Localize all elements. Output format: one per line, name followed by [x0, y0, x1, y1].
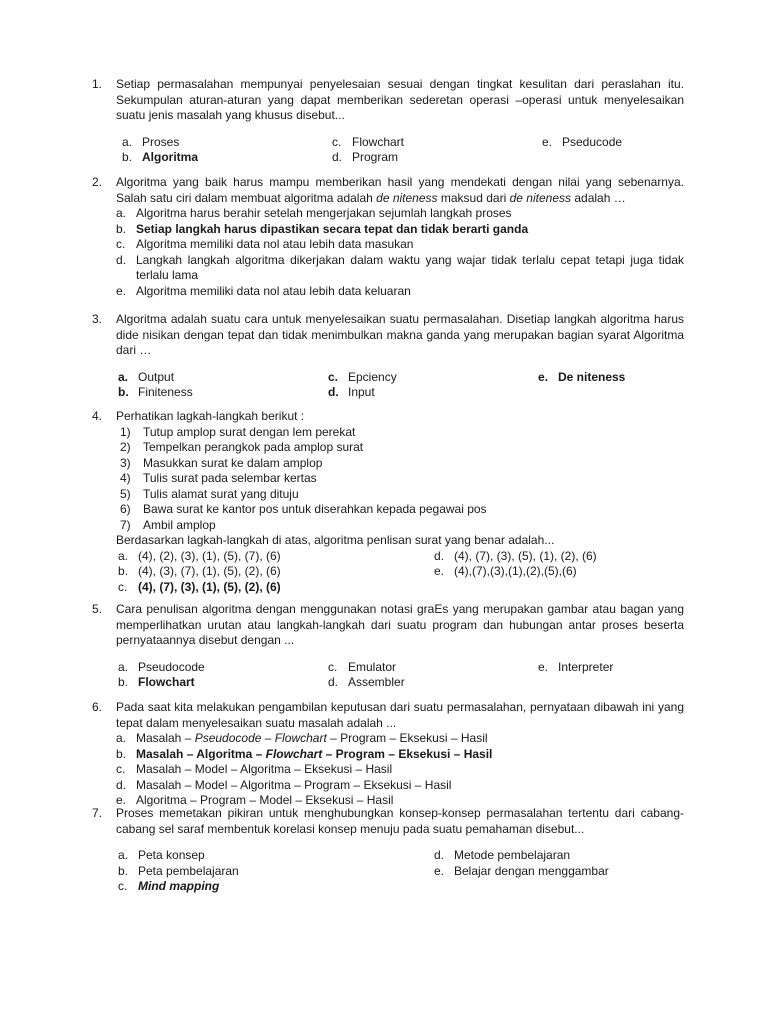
option-e: e. Interpreter: [538, 659, 614, 674]
option-row: [116, 385, 684, 401]
option-a: a. Pseudocode: [118, 659, 205, 674]
option-c: c. Masalah – Model – Algoritma – Eksekusi – Hasil: [116, 762, 393, 776]
option-c: c. Emulator: [328, 659, 397, 674]
option-e: e. De niteness: [538, 369, 626, 384]
question-6: [92, 700, 684, 809]
question-1: [92, 77, 684, 166]
question-number: 5.: [92, 602, 103, 616]
option-b: b. Algoritma: [122, 150, 199, 164]
question-text: Cara penulisan algoritma dengan menggunakan notasi graEs yang merupakan gambar atau bagan yang memperlihatkan urutan atau langkah-langkah dari suatu program dan hubungan antar proses beserta pernyataannya disebut dengan ...: [116, 602, 684, 647]
step-item: 7) Ambil amplop: [120, 517, 216, 532]
question-text: Setiap permasalahan mempunyai penyelesaian sesuai dengan tingkat kesulitan dari peraslahan itu. Sekumpulan aturan-aturan yang dapat memberikan sederetan operasi –operasi untuk menyelesaikan suatu jenis masalah yang khusus disebut...: [116, 77, 684, 122]
option-row: [116, 660, 684, 676]
option-a: a. Proses: [122, 134, 180, 149]
step-list: [92, 425, 684, 534]
option-row: [116, 848, 684, 864]
option-d: d. Masalah – Model – Algoritma – Program – Eksekusi – Hasil: [116, 777, 452, 792]
option-d: d. Langkah langkah algoritma dikerjakan dalam waktu yang wajar tidak terlalu cepat tetapi juga tidak terlalu lama: [116, 252, 684, 282]
option-row: [116, 564, 684, 580]
step-item: 1) Tutup amplop surat dengan lem perekat: [120, 424, 356, 439]
option-a: a. Output: [118, 369, 175, 384]
question-text: Perhatikan lagkah-langkah berikut :: [116, 409, 305, 423]
question-number: 2.: [92, 175, 103, 189]
question-5: [92, 602, 684, 691]
option-c: c. Mind mapping: [118, 879, 220, 893]
option-list: [92, 206, 684, 299]
option-d: d. Assembler: [328, 675, 405, 689]
option-e: e. (4),(7),(3),(1),(2),(5),(6): [434, 564, 577, 578]
option-row: [116, 580, 684, 596]
option-d: d. (4), (7), (3), (5), (1), (2), (6): [434, 548, 597, 563]
option-b: b. Peta pembelajaran: [118, 863, 239, 878]
option-row: [116, 135, 684, 151]
option-a: a. Algoritma harus berahir setelah mengerjakan sejumlah langkah proses: [116, 206, 512, 220]
question-3: [92, 312, 684, 401]
question-number: 4.: [92, 409, 103, 423]
question-number: 1.: [92, 77, 103, 91]
option-c: c. Flowchart: [332, 134, 405, 149]
term-definiteness: de niteness: [509, 190, 571, 205]
option-row: [116, 150, 684, 166]
question-4: [92, 409, 684, 595]
option-b: b. Finiteness: [118, 385, 193, 399]
option-c: c. (4), (7), (3), (1), (5), (2), (6): [118, 579, 281, 594]
question-text: Algoritma adalah suatu cara untuk menyelesaikan suatu permasalahan. Disetiap langkah algoritma harus dide nisikan dengan tepat dan tidak menimbulkan makna ganda yang merupakan bagian syarat Algoritma dari …: [116, 312, 684, 357]
option-d: d. Input: [328, 385, 375, 399]
question-number: 3.: [92, 312, 103, 326]
option-c: c. Algoritma memiliki data nol atau lebih data masukan: [116, 237, 414, 251]
option-row: [116, 549, 684, 565]
option-b: b. Masalah – Algoritma – Flowchart – Program – Eksekusi – Hasil: [116, 746, 493, 761]
step-item: 2) Tempelkan perangkok pada amplop surat: [120, 440, 364, 454]
step-item: 6) Bawa surat ke kantor pos untuk diserahkan kepada pegawai pos: [120, 502, 487, 516]
step-item: 3) Masukkan surat ke dalam amplop: [120, 455, 323, 470]
option-d: d. Metode pembelajaran: [434, 848, 571, 862]
option-b: b. (4), (3), (7), (1), (5), (2), (6): [118, 564, 281, 578]
step-item: 4) Tulis surat pada selembar kertas: [120, 471, 317, 485]
question-2: [92, 175, 684, 299]
option-row: [116, 675, 684, 691]
option-e: e. Algoritma – Program – Model – Eksekusi – Hasil: [116, 793, 394, 807]
option-b: b. Setiap langkah harus dipastikan secara tepat dan tidak berarti ganda: [116, 221, 529, 236]
option-c: c. Epciency: [328, 369, 397, 384]
question-text: Pada saat kita melakukan pengambilan keputusan dari suatu permasalahan, pernyataan dibawah ini yang tepat dalam menyelesaikan suatu masalah adalah ...: [116, 700, 684, 730]
option-a: a. Peta konsep: [118, 848, 205, 862]
option-e: e. Pseducode: [542, 134, 623, 149]
question-text: Proses memetakan pikiran untuk menghubungkan konsep-konsep permasalahan tertentu dari cabang-cabang sel saraf membentuk korelasi konsep menuju pada suatu pemahaman disebut...: [116, 806, 684, 836]
option-row: [116, 864, 684, 880]
option-e: e. Algoritma memiliki data nol atau lebih data keluaran: [116, 283, 411, 298]
option-b: b. Flowchart: [118, 675, 195, 689]
option-a: a. Masalah – Pseudocode – Flowchart – Program – Eksekusi – Hasil: [116, 731, 488, 745]
option-list: [92, 731, 684, 809]
option-d: d. Program: [332, 150, 399, 164]
question-7: [92, 806, 684, 895]
question-text: Algoritma yang baik harus mampu memberikan hasil yang mendekati dengan nilai yang sebenarnya. Salah satu ciri dalam membuat algoritma adalah de niteness maksud dari de niteness adalah …: [116, 175, 684, 205]
question-followup: Berdasarkan lagkah-langkah di atas, algoritma penlisan surat yang benar adalah...: [116, 533, 555, 547]
option-row: [116, 879, 684, 895]
question-number: 6.: [92, 700, 103, 714]
option-e: e. Belajar dengan menggambar: [434, 863, 609, 878]
term-definiteness: de niteness: [376, 190, 438, 205]
question-number: 7.: [92, 806, 103, 820]
step-item: 5) Tulis alamat surat yang dituju: [120, 486, 299, 501]
option-row: [116, 370, 684, 386]
option-a: a. (4), (2), (3), (1), (5), (7), (6): [118, 548, 281, 563]
